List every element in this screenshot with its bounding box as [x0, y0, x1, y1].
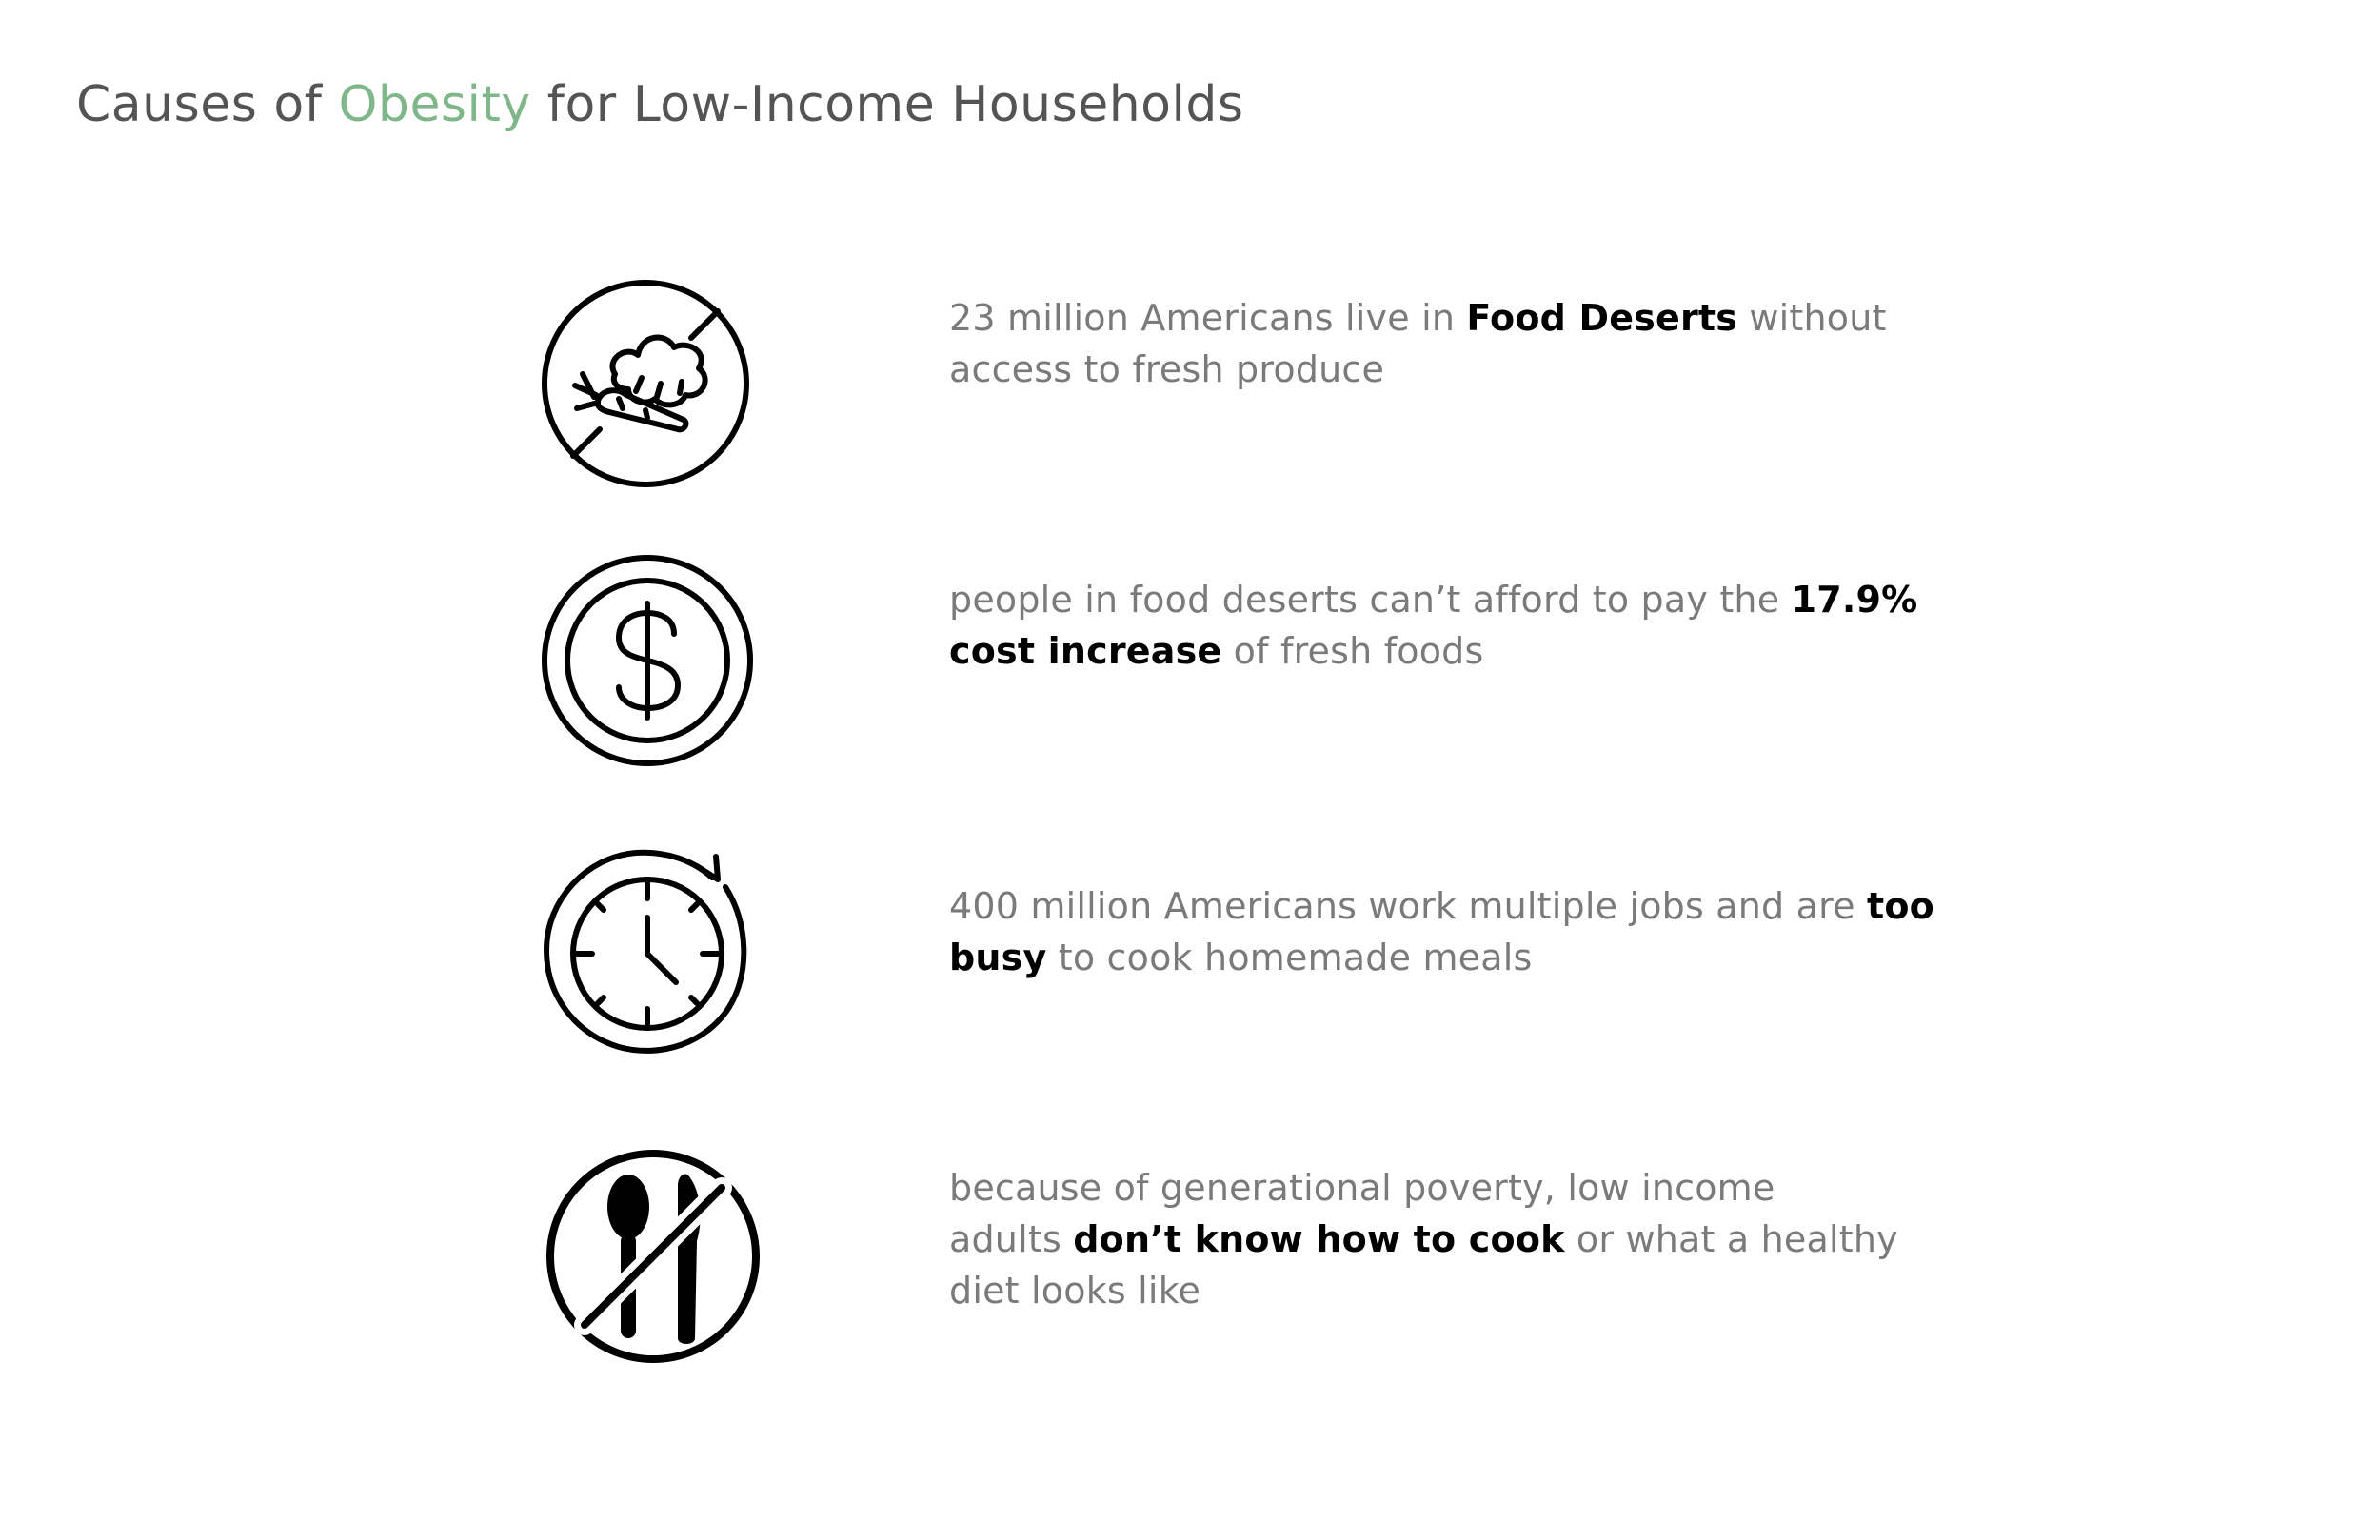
cause-4-text: or what a healthy [1564, 1218, 1898, 1260]
cause-text-food-deserts [949, 292, 1958, 395]
no-cutlery-icon [545, 1148, 762, 1365]
cause-2-emphasis: 17.9% [1791, 579, 1918, 621]
cause-2-text: people in food deserts can’t afford to pay the [949, 579, 1792, 621]
cause-4-text: adults [949, 1218, 1074, 1260]
cause-1-text: 23 million Americans live in [949, 297, 1467, 339]
title-highlight: Obesity [338, 76, 531, 133]
cause-2-text: of fresh foods [1221, 630, 1484, 672]
title-prefix: Causes of [76, 76, 339, 133]
cause-text-too-busy [949, 880, 1958, 983]
cause-4-text: diet looks like [949, 1270, 1201, 1312]
cause-1-text: without [1737, 297, 1887, 339]
dollar-coin-icon [541, 554, 754, 767]
cause-3-emphasis: too [1866, 885, 1934, 927]
cause-3-text: to cook homemade meals [1046, 937, 1533, 978]
cause-3-emphasis: busy [949, 937, 1047, 978]
page-title [76, 76, 1244, 133]
cause-2-emphasis: cost increase [949, 630, 1222, 672]
no-produce-icon [541, 279, 750, 488]
cause-3-text: 400 million Americans work multiple jobs and are [949, 885, 1867, 927]
clock-refresh-icon [541, 845, 756, 1060]
cause-text-cooking-knowledge [949, 1162, 1958, 1316]
title-suffix: for Low-Income Households [530, 76, 1244, 133]
cause-4-emphasis: don’t know how to cook [1073, 1218, 1565, 1260]
cause-text-cost-increase [949, 574, 1958, 677]
cause-1-text: access to fresh produce [949, 348, 1385, 390]
cause-1-emphasis: Food Deserts [1466, 297, 1738, 339]
cause-4-text: because of generational poverty, low income [949, 1167, 1775, 1209]
